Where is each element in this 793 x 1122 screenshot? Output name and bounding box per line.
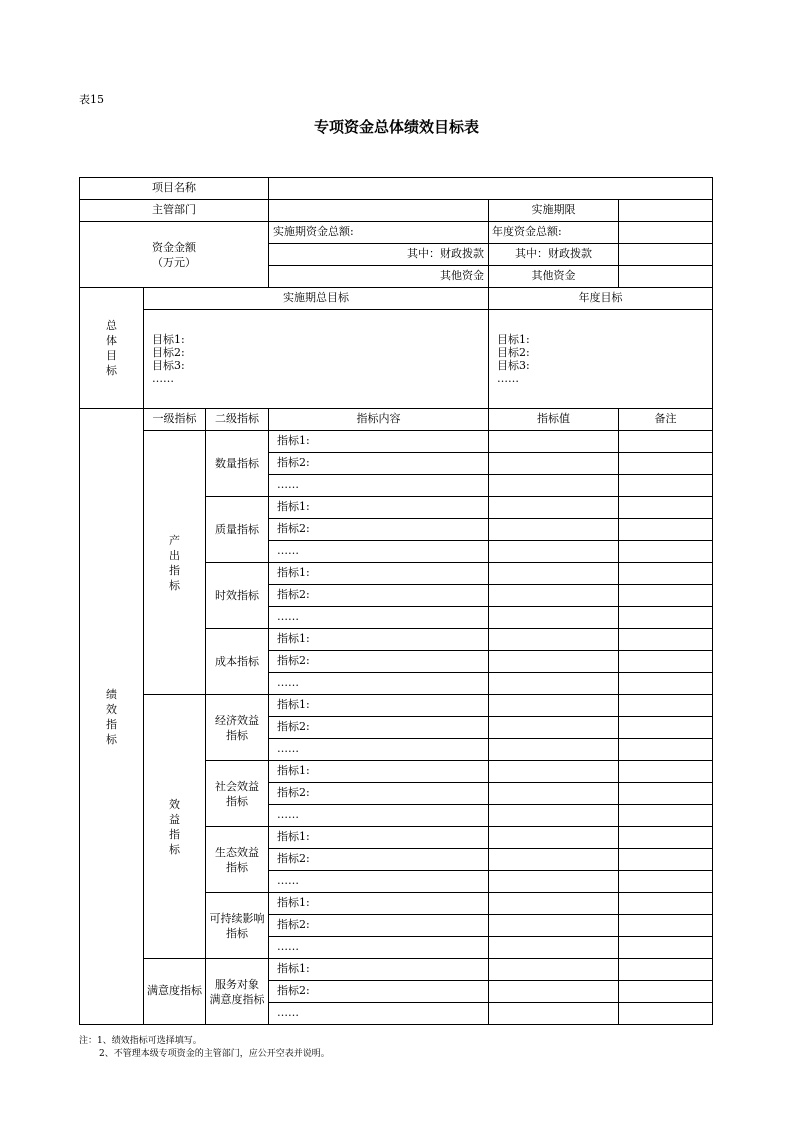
level2-header: 二级指标 [206, 409, 269, 431]
indicator-content[interactable]: …… [269, 673, 489, 695]
department-label: 主管部门 [80, 200, 269, 222]
indicator-content[interactable]: …… [269, 541, 489, 563]
indicator-value-field[interactable] [489, 717, 619, 739]
note-1: 注：1、绩效指标可选择填写。 [79, 1036, 202, 1046]
indicator-content[interactable]: 指标1: [269, 497, 489, 519]
indicator-value-field[interactable] [489, 585, 619, 607]
indicator-value-field[interactable] [489, 827, 619, 849]
indicator-remark-field[interactable] [619, 1003, 713, 1025]
indicator-value-field[interactable] [489, 563, 619, 585]
indicator-content[interactable]: 指标2: [269, 849, 489, 871]
indicator-content[interactable]: 指标2: [269, 717, 489, 739]
indicator-value-field[interactable] [489, 651, 619, 673]
indicator-value-field[interactable] [489, 541, 619, 563]
level1-header: 一级指标 [144, 409, 206, 431]
benefit-sub-indicator: 社会效益 指标 [206, 761, 269, 827]
period-label: 实施期限 [489, 200, 619, 222]
indicator-remark-field[interactable] [619, 475, 713, 497]
benefit-sub-indicator: 生态效益 指标 [206, 827, 269, 893]
footnotes [79, 1035, 330, 1061]
indicator-value-field[interactable] [489, 453, 619, 475]
output-indicator-label: 产 出 指 标 [144, 431, 206, 695]
indicator-value-field[interactable] [489, 981, 619, 1003]
funds-label: 资金金额 （万元） [80, 222, 269, 288]
indicator-content[interactable]: 指标2: [269, 453, 489, 475]
indicator-value-field[interactable] [489, 739, 619, 761]
output-sub-indicator: 质量指标 [206, 497, 269, 563]
indicator-remark-field[interactable] [619, 673, 713, 695]
indicator-remark-field[interactable] [619, 651, 713, 673]
indicator-remark-field[interactable] [619, 893, 713, 915]
annual-goals-cell[interactable]: 目标1: 目标2: 目标3: …… [489, 310, 713, 409]
indicator-content[interactable]: 指标2: [269, 915, 489, 937]
annual-funds-field[interactable] [619, 222, 713, 244]
project-name-label: 项目名称 [80, 178, 269, 200]
indicator-content[interactable]: …… [269, 937, 489, 959]
indicator-remark-field[interactable] [619, 695, 713, 717]
period-goal-header: 实施期总目标 [144, 288, 489, 310]
indicator-remark-field[interactable] [619, 607, 713, 629]
indicator-value-field[interactable] [489, 475, 619, 497]
indicator-remark-field[interactable] [619, 937, 713, 959]
indicator-row [80, 431, 713, 453]
indicator-remark-field[interactable] [619, 629, 713, 651]
annual-funds-label: 年度资金总额: [489, 222, 619, 244]
indicator-value-field[interactable] [489, 849, 619, 871]
other-annual-field[interactable] [619, 266, 713, 288]
department-field[interactable] [269, 200, 489, 222]
satisfaction-sub-indicator: 服务对象 满意度指标 [206, 959, 269, 1025]
annual-goal-header: 年度目标 [489, 288, 713, 310]
indicator-content[interactable]: …… [269, 475, 489, 497]
project-name-field[interactable] [269, 178, 713, 200]
indicator-remark-field[interactable] [619, 541, 713, 563]
indicator-value-field[interactable] [489, 695, 619, 717]
indicator-value-field[interactable] [489, 497, 619, 519]
indicator-content[interactable]: 指标1: [269, 563, 489, 585]
indicator-value-field[interactable] [489, 783, 619, 805]
indicator-remark-field[interactable] [619, 981, 713, 1003]
indicator-value-field[interactable] [489, 915, 619, 937]
indicator-remark-field[interactable] [619, 783, 713, 805]
value-header: 指标值 [489, 409, 619, 431]
indicator-content[interactable]: 指标2: [269, 585, 489, 607]
indicator-remark-field[interactable] [619, 585, 713, 607]
content-header: 指标内容 [269, 409, 489, 431]
indicator-content[interactable]: 指标1: [269, 959, 489, 981]
indicator-content[interactable]: 指标1: [269, 761, 489, 783]
output-sub-indicator: 成本指标 [206, 629, 269, 695]
indicator-remark-field[interactable] [619, 717, 713, 739]
indicator-content[interactable]: 指标1: [269, 629, 489, 651]
indicator-value-field[interactable] [489, 629, 619, 651]
indicator-remark-field[interactable] [619, 761, 713, 783]
indicator-content[interactable]: …… [269, 871, 489, 893]
indicator-value-field[interactable] [489, 431, 619, 453]
indicator-value-field[interactable] [489, 893, 619, 915]
output-sub-indicator: 数量指标 [206, 431, 269, 497]
fiscal-annual-field[interactable] [619, 244, 713, 266]
indicator-remark-field[interactable] [619, 849, 713, 871]
indicator-content[interactable]: 指标2: [269, 651, 489, 673]
overall-goal-label: 总 体 目 标 [80, 288, 144, 409]
indicator-remark-field[interactable] [619, 497, 713, 519]
indicator-value-field[interactable] [489, 1003, 619, 1025]
period-field[interactable] [619, 200, 713, 222]
indicator-value-field[interactable] [489, 959, 619, 981]
indicator-value-field[interactable] [489, 673, 619, 695]
indicator-row [80, 695, 713, 717]
indicator-content[interactable]: …… [269, 805, 489, 827]
indicator-value-field[interactable] [489, 805, 619, 827]
form-number: 表15 [79, 93, 104, 106]
indicator-content[interactable]: 指标1: [269, 695, 489, 717]
indicator-remark-field[interactable] [619, 959, 713, 981]
indicator-content[interactable]: 指标2: [269, 519, 489, 541]
satisfaction-indicator-label: 满意度指标 [144, 959, 206, 1025]
indicator-content[interactable]: 指标1: [269, 893, 489, 915]
indicator-remark-field[interactable] [619, 805, 713, 827]
output-sub-indicator: 时效指标 [206, 563, 269, 629]
indicator-remark-field[interactable] [619, 915, 713, 937]
indicator-remark-field[interactable] [619, 739, 713, 761]
note-2: 2、不管理本级专项资金的主管部门，应公开空表并说明。 [99, 1049, 330, 1059]
benefit-indicator-label: 效 益 指 标 [144, 695, 206, 959]
indicator-value-field[interactable] [489, 937, 619, 959]
total-funds-label: 实施期资金总额: [269, 222, 489, 244]
indicator-remark-field[interactable] [619, 519, 713, 541]
fiscal-label: 其中：财政拨款 [269, 244, 489, 266]
indicator-value-field[interactable] [489, 871, 619, 893]
indicator-content[interactable]: 指标1: [269, 827, 489, 849]
other-funds-label: 其他资金 [269, 266, 489, 288]
indicator-value-field[interactable] [489, 519, 619, 541]
indicator-content[interactable]: …… [269, 1003, 489, 1025]
indicator-content[interactable]: …… [269, 739, 489, 761]
indicator-content[interactable]: 指标1: [269, 431, 489, 453]
indicator-value-field[interactable] [489, 607, 619, 629]
indicator-content[interactable]: …… [269, 607, 489, 629]
indicator-value-field[interactable] [489, 761, 619, 783]
page-title: 专项资金总体绩效目标表 [313, 118, 479, 136]
other-annual-label: 其他资金 [489, 266, 619, 288]
indicator-remark-field[interactable] [619, 827, 713, 849]
indicator-remark-field[interactable] [619, 563, 713, 585]
indicator-remark-field[interactable] [619, 431, 713, 453]
indicator-content[interactable]: 指标2: [269, 981, 489, 1003]
indicator-row [80, 959, 713, 981]
indicator-content[interactable]: 指标2: [269, 783, 489, 805]
remark-header: 备注 [619, 409, 713, 431]
indicator-remark-field[interactable] [619, 871, 713, 893]
benefit-sub-indicator: 可持续影响 指标 [206, 893, 269, 959]
benefit-sub-indicator: 经济效益 指标 [206, 695, 269, 761]
performance-indicator-label: 绩 效 指 标 [80, 409, 144, 1025]
performance-target-table [79, 177, 713, 1025]
fiscal-annual-label: 其中：财政拨款 [489, 244, 619, 266]
period-goals-cell[interactable]: 目标1: 目标2: 目标3: …… [144, 310, 489, 409]
indicator-remark-field[interactable] [619, 453, 713, 475]
